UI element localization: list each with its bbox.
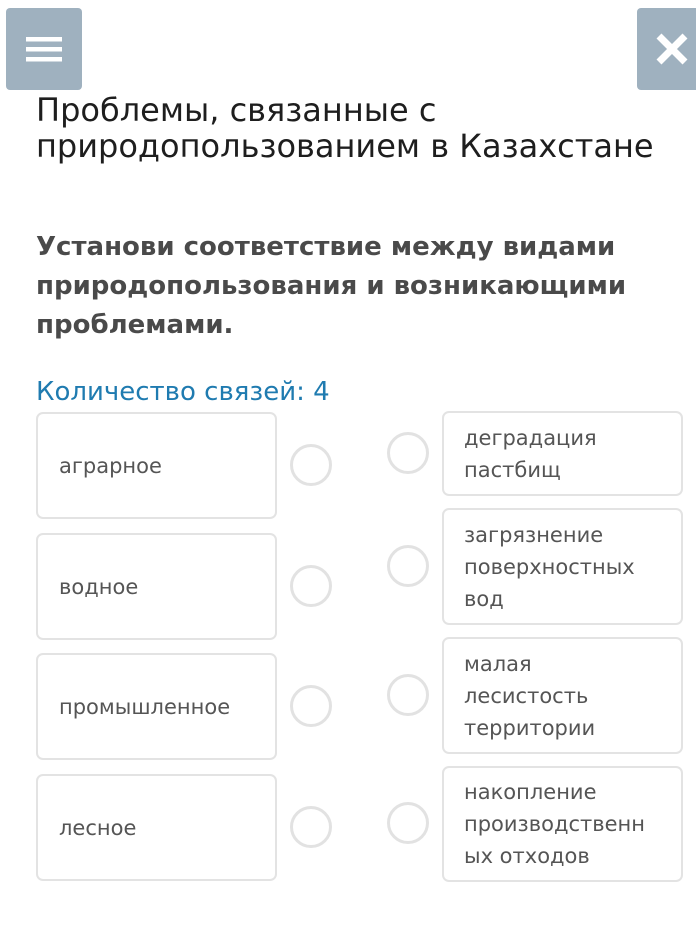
menu-button[interactable] (6, 8, 82, 90)
right-item-label: загрязнение поверхностных вод (464, 522, 635, 611)
left-item-vodnoe[interactable] (36, 533, 277, 640)
right-item-label: малая лесистость территории (464, 651, 596, 740)
page-title: Проблемы, связанные с природопользованием в Казахстане (36, 91, 654, 165)
close-button[interactable] (637, 8, 696, 90)
task-question: Установи соответствие между видами природопользования и возникающими проблемами. (36, 232, 627, 340)
right-connector-2[interactable] (387, 545, 429, 587)
left-item-label: водное (59, 574, 139, 599)
left-connector-4[interactable] (290, 806, 332, 848)
left-connector-1[interactable] (290, 444, 332, 486)
left-item-label: лесное (59, 815, 137, 840)
left-item-promyshlennoe[interactable] (36, 653, 277, 760)
right-connector-3[interactable] (387, 674, 429, 716)
left-connector-2[interactable] (290, 565, 332, 607)
left-item-lesnoe[interactable] (36, 774, 277, 881)
right-item-low-forest[interactable] (442, 637, 683, 754)
close-x-icon (654, 31, 690, 67)
right-item-industrial-waste[interactable] (442, 766, 683, 882)
right-connector-4[interactable] (387, 802, 429, 844)
right-item-water-pollution[interactable] (442, 508, 683, 625)
right-connector-1[interactable] (387, 432, 429, 474)
connections-count: Количество связей: 4 (36, 377, 330, 407)
left-item-agrarnoe[interactable] (36, 412, 277, 519)
left-item-label: аграрное (59, 453, 162, 478)
right-item-degradation[interactable] (442, 411, 683, 496)
hamburger-menu-icon (24, 33, 64, 65)
right-item-label: деградация пастбищ (464, 425, 597, 482)
right-item-label: накопление производственн ых отходов (464, 780, 646, 868)
left-item-label: промышленное (59, 694, 231, 719)
left-connector-3[interactable] (290, 685, 332, 727)
